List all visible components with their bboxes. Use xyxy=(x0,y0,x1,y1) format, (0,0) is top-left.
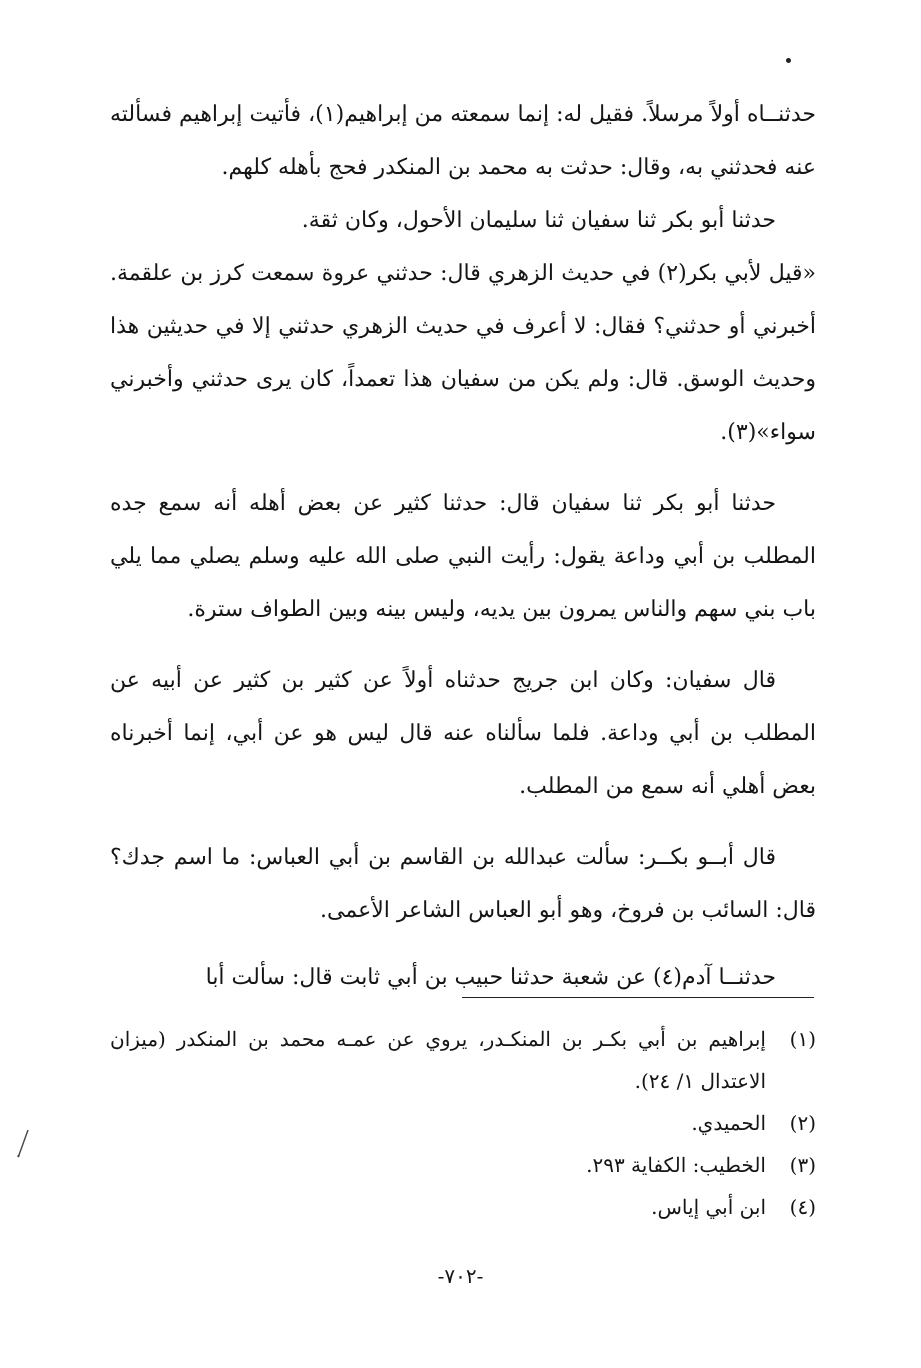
footnote-3 xyxy=(110,1144,816,1186)
paragraph-7: حدثنــا آدم(٤) عن شعبة حدثنا حبيب بن أبي ثابت قال: سألت أبا xyxy=(205,965,776,990)
footnote-text: الخطيب: الكفاية ٢٩٣. xyxy=(586,1153,766,1177)
footnote-1 xyxy=(110,1018,816,1102)
main-text xyxy=(110,88,816,1004)
footnote-number: (٤) xyxy=(789,1195,816,1219)
footnote-number: (١) xyxy=(789,1027,816,1051)
footnotes xyxy=(110,1018,816,1228)
footnote-text: الحميدي. xyxy=(691,1111,766,1135)
paragraph-5: قال سفيان: وكان ابن جريج حدثناه أولاً عن كثير بن كثير عن أبيه عن المطلب بن أبي وداعة. فلما سألناه عنه قال ليس هو عن أبي، إنما أخبرناه بعض أهلي أنه سمع من المطلب. xyxy=(110,668,816,799)
paragraph-2: حدثنا أبو بكر ثنا سفيان ثنا سليمان الأحول، وكان ثقة. xyxy=(301,208,776,233)
footnote-4 xyxy=(110,1186,816,1228)
footnote-number: (٣) xyxy=(789,1153,816,1177)
paragraph-4: حدثنا أبو بكر ثنا سفيان قال: حدثنا كثير عن بعض أهله أنه سمع جده المطلب بن أبي وداعة يقول: رأيت النبي صلى الله عليه وسلم يصلي مما يلي باب بني سهم والناس يمرون بين يديه، وليس بينه وبين الطواف سترة. xyxy=(110,491,816,622)
footnote-separator xyxy=(462,997,814,998)
paragraph-1: حدثنــاه أولاً مرسلاً. فقيل له: إنما سمعته من إبراهيم(١)، فأتيت إبراهيم فسألته عنه فحدثني به، وقال: حدثت به محمد بن المنكدر فحج بأهله كلهم. xyxy=(110,102,816,180)
pencil-mark-icon xyxy=(16,1128,30,1158)
ink-dot xyxy=(786,58,791,63)
paragraph-3: «قيل لأبي بكر(٢) في حديث الزهري قال: حدثني عروة سمعت كرز بن علقمة. أخبرني أو حدثني؟ فقال: لا أعرف في حديث الزهري حدثني إلا في حديثين هذا وحديث الوسق. قال: ولم يكن من سفيان هذا تعمداً، كان يرى حدثني وأخبرني سواء»(٣). xyxy=(110,261,816,445)
footnote-2 xyxy=(110,1102,816,1144)
footnote-number: (٢) xyxy=(789,1111,816,1135)
paragraph-6: قال أبــو بكــر: سألت عبدالله بن القاسم بن أبي العباس: ما اسم جدك؟ قال: السائب بن فروخ، وهو أبو العباس الشاعر الأعمى. xyxy=(110,845,816,923)
footnote-text: إبراهيم بن أبي بكـر بن المنكـدر، يروي عن عمـه محمد بن المنكدر (ميزان الاعتدال ١/ ٢٤). xyxy=(110,1027,766,1093)
footnote-text: ابن أبي إياس. xyxy=(651,1195,766,1219)
page-number: -٧٠٢- xyxy=(437,1264,484,1288)
